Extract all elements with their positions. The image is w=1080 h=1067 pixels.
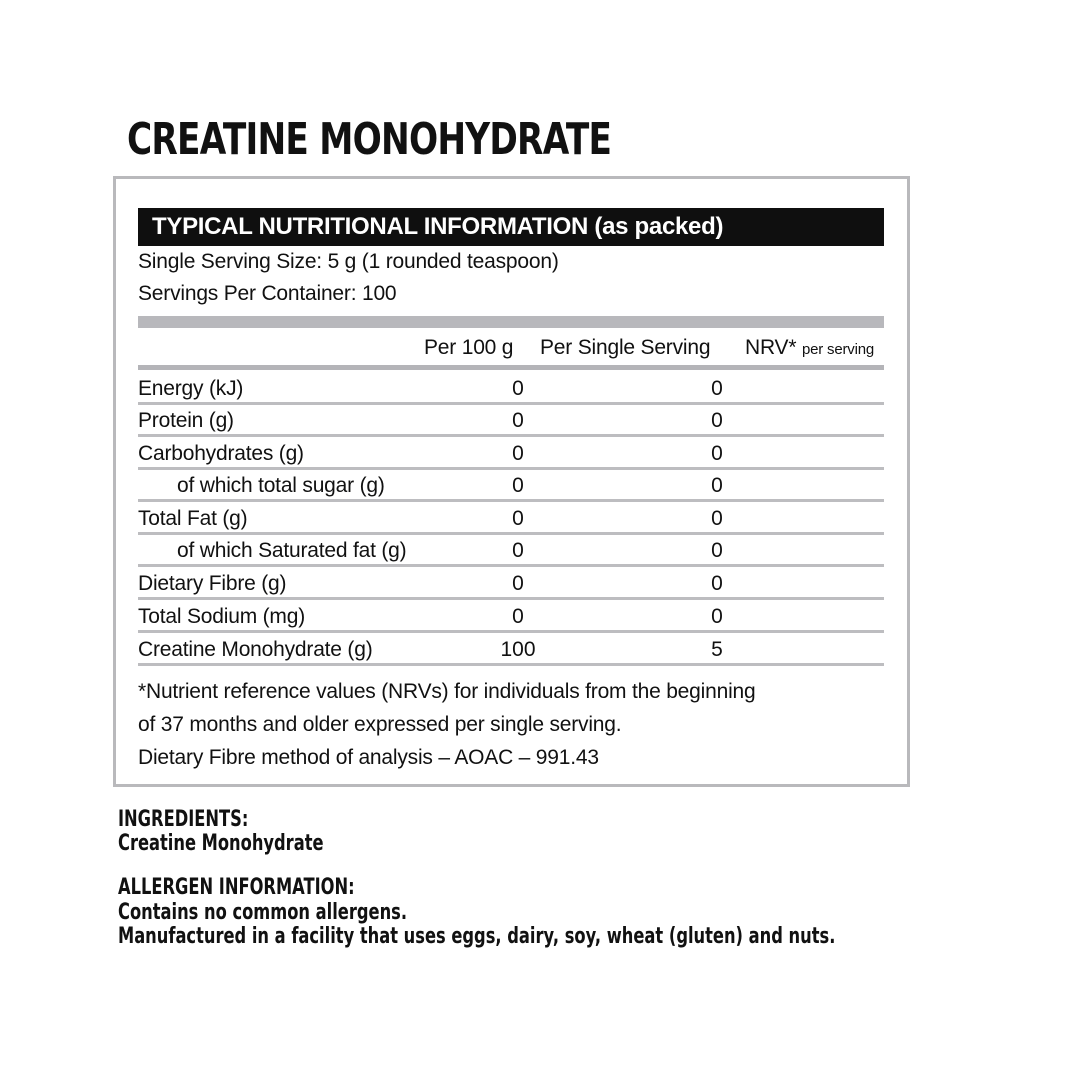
row-label: Total Sodium (mg) <box>138 605 305 628</box>
row-per-100g: 0 <box>512 572 524 595</box>
row-per-100g: 0 <box>512 507 524 530</box>
table-row <box>138 568 884 600</box>
row-per-serving: 0 <box>711 409 723 432</box>
col-nrv-suffix: per serving <box>801 341 874 358</box>
table-row <box>138 634 884 666</box>
allergen-line-2: Manufactured in a facility that uses eggs, dairy, soy, wheat (gluten) and nuts. <box>118 924 836 949</box>
col-per-100g: Per 100 g <box>424 336 514 359</box>
row-label: Energy (kJ) <box>138 377 244 400</box>
product-title: CREATINE MONOHYDRATE <box>127 114 612 165</box>
row-divider <box>138 499 884 502</box>
row-per-100g: 0 <box>512 442 524 465</box>
row-per-serving: 0 <box>711 507 723 530</box>
servings-per-container: Servings Per Container: 100 <box>138 282 397 305</box>
row-per-serving: 0 <box>711 605 723 628</box>
row-per-serving: 0 <box>711 377 723 400</box>
footnote-nrv-2: of 37 months and older expressed per single serving. <box>138 713 622 736</box>
thick-divider <box>138 316 884 328</box>
row-divider <box>138 564 884 567</box>
nutrition-header: TYPICAL NUTRITIONAL INFORMATION (as packed) <box>138 208 884 246</box>
row-per-serving: 0 <box>711 442 723 465</box>
column-header-divider <box>138 365 884 370</box>
row-label: Creatine Monohydrate (g) <box>138 638 373 661</box>
table-row <box>138 503 884 535</box>
table-row <box>138 535 884 567</box>
row-per-serving: 0 <box>711 474 723 497</box>
row-divider <box>138 597 884 600</box>
col-nrv-label: NRV* <box>745 336 797 359</box>
allergen-heading: ALLERGEN INFORMATION: <box>118 875 355 900</box>
table-row <box>138 470 884 502</box>
col-nrv <box>745 334 874 364</box>
row-per-100g: 0 <box>512 605 524 628</box>
row-divider <box>138 434 884 437</box>
serving-size: Single Serving Size: 5 g (1 rounded teaspoon) <box>138 250 559 273</box>
row-per-serving: 5 <box>711 638 723 661</box>
table-row <box>138 438 884 470</box>
row-per-serving: 0 <box>711 539 723 562</box>
row-per-100g: 0 <box>512 409 524 432</box>
row-per-serving: 0 <box>711 572 723 595</box>
table-row <box>138 405 884 437</box>
row-per-100g: 0 <box>512 474 524 497</box>
footnote-fibre-method: Dietary Fibre method of analysis – AOAC – 991.43 <box>138 746 599 769</box>
footnote-nrv-1: *Nutrient reference values (NRVs) for individuals from the beginning <box>138 680 756 703</box>
ingredients-heading: INGREDIENTS: <box>118 807 249 832</box>
row-label: Dietary Fibre (g) <box>138 572 287 595</box>
ingredients-text: Creatine Monohydrate <box>118 831 324 856</box>
col-per-serving: Per Single Serving <box>540 336 711 359</box>
row-divider <box>138 630 884 633</box>
row-label: Carbohydrates (g) <box>138 442 304 465</box>
row-label: of which Saturated fat (g) <box>177 539 407 562</box>
row-per-100g: 0 <box>512 539 524 562</box>
row-label: Protein (g) <box>138 409 234 432</box>
table-row <box>138 373 884 405</box>
row-label: of which total sugar (g) <box>177 474 385 497</box>
row-per-100g: 100 <box>500 638 536 661</box>
row-per-100g: 0 <box>512 377 524 400</box>
row-divider <box>138 663 884 666</box>
table-row <box>138 601 884 633</box>
row-label: Total Fat (g) <box>138 507 248 530</box>
allergen-line-1: Contains no common allergens. <box>118 900 408 925</box>
